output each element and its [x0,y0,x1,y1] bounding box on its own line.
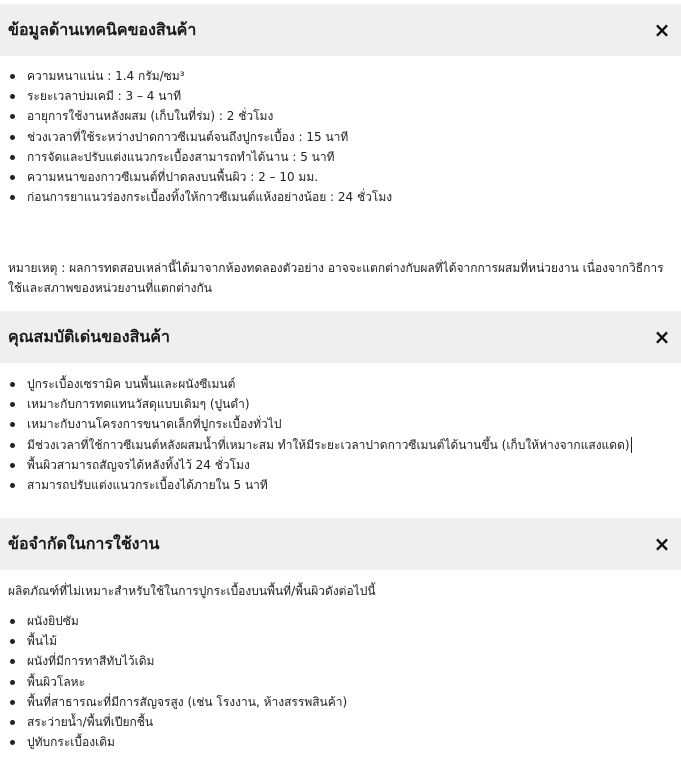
features-title: คุณสมบัติเด่นของสินค้า [8,327,170,346]
list-item: ผนังยิปซัม [27,611,677,631]
list-item: ความหนาแน่น : 1.4 กรัม/ซม³ [27,66,677,86]
technical-info-header[interactable] [0,4,681,56]
list-item: สามารถปรับแต่งแนวกระเบื้องได้ภายใน 5 นาที [27,475,677,495]
list-item: อายุการใช้งานหลังผสม (เก็บในที่ร่ม) : 2 ชั่วโมง [27,106,677,126]
list-item: พื้นที่สาธารณะที่มีการสัญจรสูง (เช่น โรงงาน, ห้างสรรพสินค้า) [27,692,677,712]
list-item: ปูกระเบื้องเซรามิค บนพื้นและผนังซีเมนต์ [27,374,677,394]
list-item: พื้นผิวโลหะ [27,672,677,692]
list-item: พื้นผิวสามารถสัญจรได้หลังทิ้งไว้ 24 ชั่วโมง [27,455,677,475]
features-list [0,374,677,495]
technical-info-note: หมายเหตุ : ผลการทดสอบเหล่านี้ได้มาจากห้องทดลองตัวอย่าง อาจจะแตกต่างกับผลที่ได้จากการผสมที่หน่วยงาน เนื่องจากวิธีการใช้และสภาพของหน่วยงานที่แตกต่างกัน [8,261,664,295]
text-cursor [631,437,632,453]
features-close-icon[interactable]: × [653,325,671,349]
list-item: ปูทับกระเบื้องเดิม [27,732,677,752]
list-item: เหมาะกับงานโครงการขนาดเล็กที่ปูกระเบื้องทั่วไป [27,414,677,434]
technical-info-list [0,66,677,207]
list-item: ผนังที่มีการทาสีทับไว้เดิม [27,651,677,671]
list-item: พื้นไม้ [27,631,677,651]
list-item: การจัดและปรับแต่งแนวกระเบื้องสามารถทำได้นาน : 5 นาที [27,147,677,167]
list-item: ระยะเวลาบ่มเคมี : 3 – 4 นาที [27,86,677,106]
list-item: ก่อนการยาแนวร่องกระเบื้องทิ้งให้กาวซีเมนต์แห้งอย่างน้อย : 24 ชั่วโมง [27,187,677,207]
list-item: สระว่ายน้ำ/พื้นที่เปียกชื้น [27,712,677,732]
limitations-title: ข้อจำกัดในการใช้งาน [8,534,160,553]
technical-info-close-icon[interactable]: × [653,18,671,42]
limitations-close-icon[interactable]: × [653,532,671,556]
technical-info-title: ข้อมูลด้านเทคนิคของสินค้า [8,20,197,39]
limitations-header[interactable] [0,518,681,570]
features-header[interactable] [0,311,681,363]
list-item [27,435,677,455]
limitations-list [0,611,677,752]
list-item: ช่วงเวลาที่ใช้ระหว่างปาดกาวซีเมนต์จนถึงปูกระเบื้อง : 15 นาที [27,127,677,147]
list-item: เหมาะกับการทดแทนวัสดุแบบเดิมๆ (ปูนดำ) [27,394,677,414]
limitations-intro: ผลิตภัณฑ์ที่ไม่เหมาะสำหรับใช้ในการปูกระเบื้องบนพื้นที่/พื้นผิวดังต่อไปนี้ [8,584,376,598]
list-item-text: มีช่วงเวลาที่ใช้กาวซีเมนต์หลังผสมน้ำที่เหมาะสม ทำให้มีระยะเวลาปาดกาวซีเมนต์ได้นานขึ้น (เก็บให้ห่างจากแสงแดด) [27,437,630,452]
list-item: ความหนาของกาวซีเมนต์ที่ปาดลงบนพื้นผิว : 2 – 10 มม. [27,167,677,187]
